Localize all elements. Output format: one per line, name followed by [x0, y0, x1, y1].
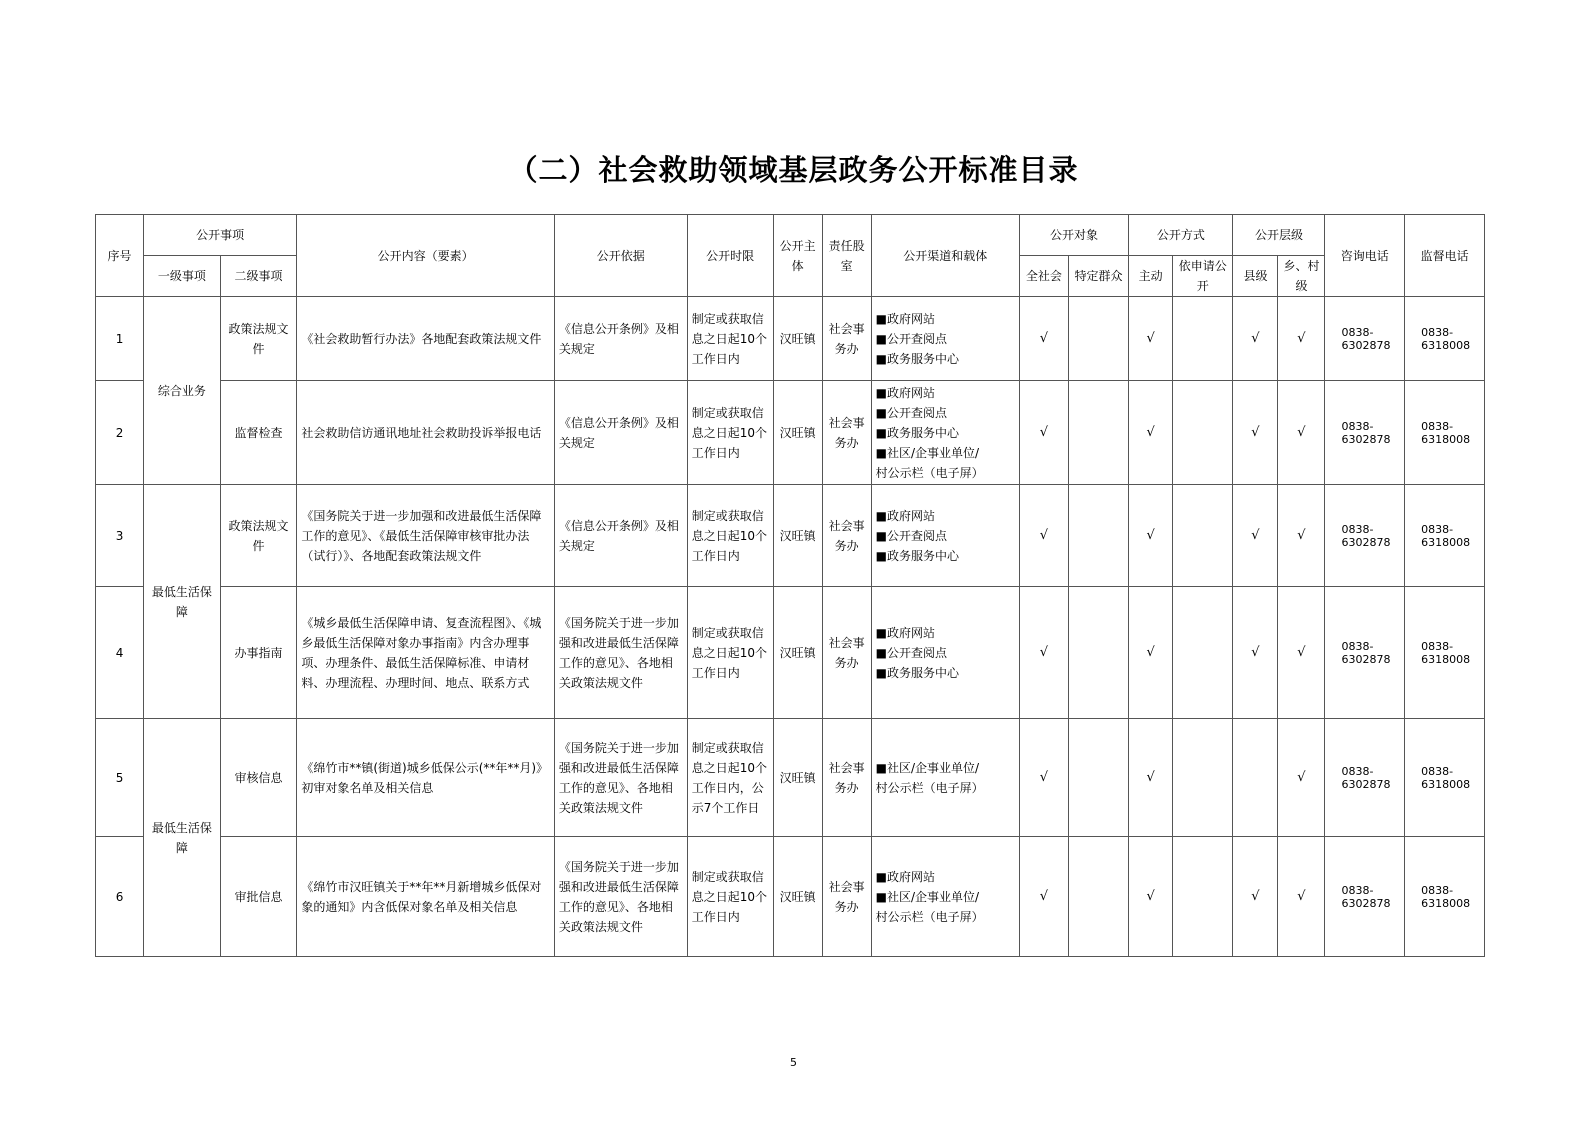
row-dept: 社会事务办	[822, 381, 871, 485]
row-dept: 社会事务办	[822, 587, 871, 719]
row-supervise-phone: 0838-6318008	[1405, 297, 1485, 381]
check-method-active: √	[1129, 381, 1173, 485]
header-level-town: 乡、村级	[1278, 256, 1325, 297]
row-content: 《社会救助暂行办法》各地配套政策法规文件	[297, 297, 555, 381]
row-content: 《国务院关于进一步加强和改进最低生活保障工作的意见》、《最低生活保障审核审批办法（试行）》、各地配套政策法规文件	[297, 485, 555, 587]
row-dept: 社会事务办	[822, 719, 871, 837]
channel-item: ■社区/企事业单位/	[875, 889, 980, 904]
row-basis: 《信息公开条例》及相关规定	[554, 297, 687, 381]
check-target-all: √	[1019, 485, 1068, 587]
page-number: 5	[790, 1056, 797, 1069]
channel-item: 村公示栏（电子屏）	[875, 465, 984, 480]
check-level-town: √	[1278, 381, 1325, 485]
row-basis: 《信息公开条例》及相关规定	[554, 485, 687, 587]
row-basis: 《国务院关于进一步加强和改进最低生活保障工作的意见》、各地相关政策法规文件	[554, 719, 687, 837]
check-level-county: √	[1233, 837, 1278, 957]
check-level-town: √	[1278, 587, 1325, 719]
row-time: 制定或获取信息之日起10个工作日内	[687, 485, 773, 587]
channel-item: ■公开查阅点	[875, 331, 948, 346]
table-row	[96, 587, 1485, 719]
check-method-active: √	[1129, 837, 1173, 957]
row-level2: 政策法规文件	[220, 485, 297, 587]
row-subject: 汉旺镇	[773, 297, 822, 381]
check-target-all: √	[1019, 719, 1068, 837]
channel-item: ■政府网站	[875, 311, 936, 326]
row-subject: 汉旺镇	[773, 381, 822, 485]
header-seq: 序号	[96, 215, 144, 297]
check-method-request	[1173, 485, 1233, 587]
row-time: 制定或获取信息之日起10个工作日内	[687, 587, 773, 719]
table-row	[96, 381, 1485, 485]
row-supervise-phone: 0838-6318008	[1405, 837, 1485, 957]
header-level2: 二级事项	[220, 256, 297, 297]
row-channel	[871, 837, 1019, 957]
header-method-active: 主动	[1129, 256, 1173, 297]
row-supervise-phone: 0838-6318008	[1405, 719, 1485, 837]
row-supervise-phone: 0838-6318008	[1405, 485, 1485, 587]
header-content: 公开内容（要素）	[297, 215, 555, 297]
check-target-all: √	[1019, 587, 1068, 719]
row-consult-phone: 0838-6302878	[1325, 587, 1405, 719]
row-supervise-phone: 0838-6318008	[1405, 587, 1485, 719]
check-method-request	[1173, 719, 1233, 837]
header-subject: 公开主体	[773, 215, 822, 297]
check-target-specific	[1068, 297, 1128, 381]
group-label: 综合业务	[144, 297, 221, 485]
header-level-county: 县级	[1233, 256, 1278, 297]
row-level2: 审核信息	[220, 719, 297, 837]
row-subject: 汉旺镇	[773, 587, 822, 719]
row-level2: 办事指南	[220, 587, 297, 719]
header-level1: 一级事项	[144, 256, 221, 297]
row-seq: 4	[96, 587, 144, 719]
check-method-active: √	[1129, 485, 1173, 587]
header-channel: 公开渠道和载体	[871, 215, 1019, 297]
header-supervise: 监督电话	[1405, 215, 1485, 297]
check-method-request	[1173, 297, 1233, 381]
check-method-request	[1173, 837, 1233, 957]
row-level2: 监督检查	[220, 381, 297, 485]
header-consult: 咨询电话	[1325, 215, 1405, 297]
row-consult-phone: 0838-6302878	[1325, 837, 1405, 957]
table-row	[96, 837, 1485, 957]
row-level2: 政策法规文件	[220, 297, 297, 381]
row-content: 《绵竹市**镇(街道)城乡低保公示(**年**月)》初审对象名单及相关信息	[297, 719, 555, 837]
document-title: （二）社会救助领域基层政务公开标准目录	[508, 153, 1079, 187]
check-target-specific	[1068, 719, 1128, 837]
channel-item: 村公示栏（电子屏）	[875, 780, 984, 795]
header-level: 公开层级	[1233, 215, 1325, 256]
check-target-specific	[1068, 837, 1128, 957]
check-method-active: √	[1129, 587, 1173, 719]
channel-item: ■政府网站	[875, 385, 936, 400]
check-level-town: √	[1278, 719, 1325, 837]
table-row	[96, 297, 1485, 381]
row-consult-phone: 0838-6302878	[1325, 381, 1405, 485]
row-content: 社会救助信访通讯地址社会救助投诉举报电话	[297, 381, 555, 485]
header-method-request: 依申请公开	[1173, 256, 1233, 297]
disclosure-table	[95, 214, 1485, 957]
header-dept: 责任股室	[822, 215, 871, 297]
group-label: 最低生活保障	[144, 485, 221, 719]
row-channel	[871, 587, 1019, 719]
check-level-county: √	[1233, 587, 1278, 719]
table-row	[96, 719, 1485, 837]
channel-item: ■政府网站	[875, 869, 936, 884]
row-seq: 1	[96, 297, 144, 381]
header-item: 公开事项	[144, 215, 297, 256]
row-content: 《绵竹市汉旺镇关于**年**月新增城乡低保对象的通知》内含低保对象名单及相关信息	[297, 837, 555, 957]
check-level-county: √	[1233, 381, 1278, 485]
check-level-county: √	[1233, 485, 1278, 587]
check-target-all: √	[1019, 297, 1068, 381]
row-supervise-phone: 0838-6318008	[1405, 381, 1485, 485]
row-basis: 《国务院关于进一步加强和改进最低生活保障工作的意见》、各地相关政策法规文件	[554, 587, 687, 719]
check-level-town: √	[1278, 837, 1325, 957]
check-level-county	[1233, 719, 1278, 837]
channel-item: ■政务服务中心	[875, 425, 960, 440]
row-channel	[871, 485, 1019, 587]
row-seq: 5	[96, 719, 144, 837]
row-consult-phone: 0838-6302878	[1325, 719, 1405, 837]
row-consult-phone: 0838-6302878	[1325, 297, 1405, 381]
row-seq: 3	[96, 485, 144, 587]
check-level-county: √	[1233, 297, 1278, 381]
channel-item: ■公开查阅点	[875, 405, 948, 420]
row-time: 制定或获取信息之日起10个工作日内	[687, 837, 773, 957]
check-level-town: √	[1278, 485, 1325, 587]
table-row	[96, 485, 1485, 587]
row-subject: 汉旺镇	[773, 485, 822, 587]
check-target-specific	[1068, 485, 1128, 587]
check-method-request	[1173, 381, 1233, 485]
check-target-specific	[1068, 587, 1128, 719]
row-seq: 2	[96, 381, 144, 485]
header-target: 公开对象	[1019, 215, 1128, 256]
channel-item: ■政府网站	[875, 508, 936, 523]
row-time: 制定或获取信息之日起10个工作日内，公示7个工作日	[687, 719, 773, 837]
channel-item: ■政务服务中心	[875, 351, 960, 366]
header-target-all: 全社会	[1019, 256, 1068, 297]
channel-item: 村公示栏（电子屏）	[875, 909, 984, 924]
check-target-specific	[1068, 381, 1128, 485]
row-dept: 社会事务办	[822, 297, 871, 381]
row-time: 制定或获取信息之日起10个工作日内	[687, 381, 773, 485]
row-seq: 6	[96, 837, 144, 957]
check-level-town: √	[1278, 297, 1325, 381]
channel-item: ■公开查阅点	[875, 645, 948, 660]
channel-item: ■政府网站	[875, 625, 936, 640]
row-channel	[871, 719, 1019, 837]
row-dept: 社会事务办	[822, 837, 871, 957]
channel-item: ■社区/企事业单位/	[875, 445, 980, 460]
check-target-all: √	[1019, 837, 1068, 957]
check-method-request	[1173, 587, 1233, 719]
row-level2: 审批信息	[220, 837, 297, 957]
channel-item: ■社区/企事业单位/	[875, 760, 980, 775]
check-method-active: √	[1129, 297, 1173, 381]
group-label: 最低生活保障	[144, 719, 221, 957]
channel-item: ■政务服务中心	[875, 548, 960, 563]
header-time: 公开时限	[687, 215, 773, 297]
check-target-all: √	[1019, 381, 1068, 485]
row-channel	[871, 381, 1019, 485]
row-basis: 《信息公开条例》及相关规定	[554, 381, 687, 485]
row-subject: 汉旺镇	[773, 719, 822, 837]
row-channel	[871, 297, 1019, 381]
header-method: 公开方式	[1129, 215, 1233, 256]
row-basis: 《国务院关于进一步加强和改进最低生活保障工作的意见》、各地相关政策法规文件	[554, 837, 687, 957]
row-dept: 社会事务办	[822, 485, 871, 587]
channel-item: ■政务服务中心	[875, 665, 960, 680]
row-time: 制定或获取信息之日起10个工作日内	[687, 297, 773, 381]
header-basis: 公开依据	[554, 215, 687, 297]
row-consult-phone: 0838-6302878	[1325, 485, 1405, 587]
check-method-active: √	[1129, 719, 1173, 837]
header-target-specific: 特定群众	[1068, 256, 1128, 297]
channel-item: ■公开查阅点	[875, 528, 948, 543]
row-content: 《城乡最低生活保障申请、复查流程图》、《城乡最低生活保障对象办事指南》内含办理事项、办理条件、最低生活保障标准、申请材料、办理流程、办理时间、地点、联系方式	[297, 587, 555, 719]
row-subject: 汉旺镇	[773, 837, 822, 957]
